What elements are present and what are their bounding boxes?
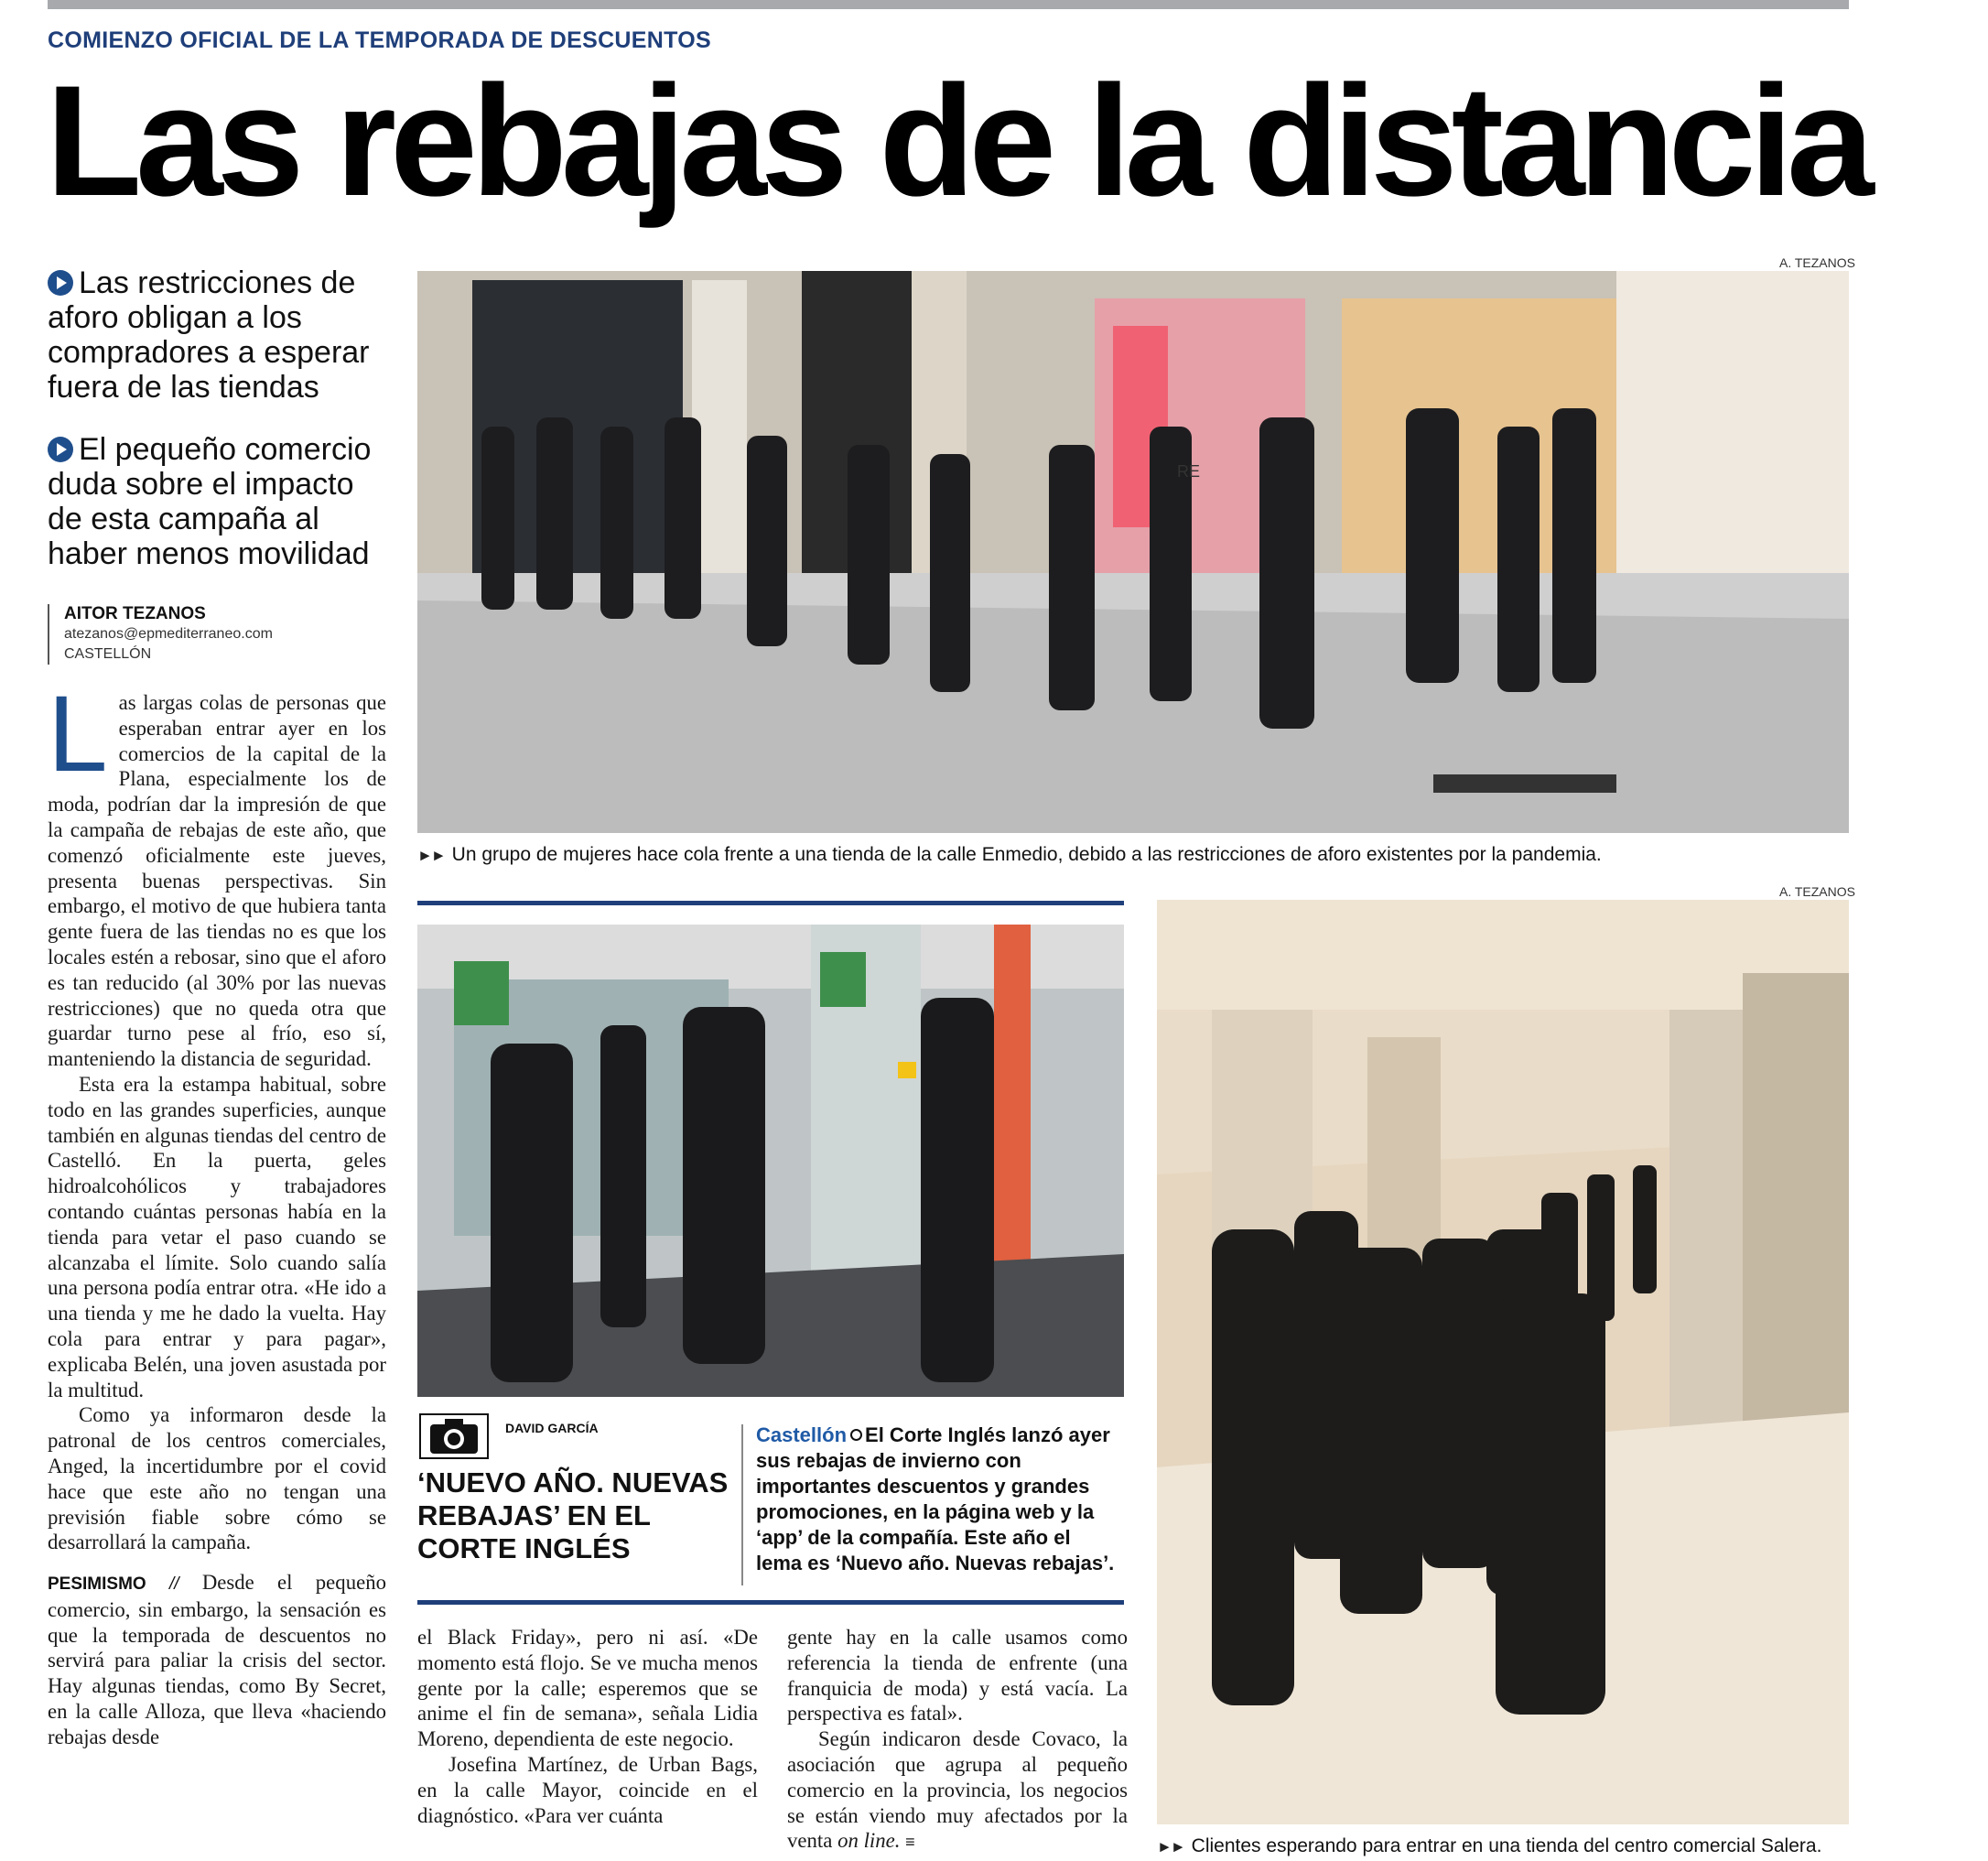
highlight-text: Las restricciones de aforo obligan a los compradores a esperar fuera de las tiendas bbox=[48, 265, 370, 405]
byline bbox=[48, 604, 273, 665]
paragraph-text: Según indicaron desde Covaco, la asociación que agrupa al pequeño comercio en la provincia, los negocios se están viendo muy afectados por la venta bbox=[787, 1727, 1128, 1853]
byline-city: CASTELLÓN bbox=[64, 646, 152, 662]
article-paragraph: el Black Friday», pero ni así. «De momento está flojo. Se ve mucha menos gente por la calle; esperemos que se anime el fin de semana», señala Lidia Moreno, dependienta de este negocio. bbox=[417, 1626, 758, 1751]
article-paragraph: Esta era la estampa habitual, sobre todo en las grandes superficies, aunque también en algunas tiendas del centro de Castelló. En la puerta, geles hidroalcohólicos y trabajadores contando cuántas personas había en la tienda para vetar el paso cuando se alcanzaba el límite. Solo cuando salía una persona podía entrar otra. «He ido a una tienda y me he dado la vuelta. Hay cola para entrar y para pagar», explicaba Belén, una joven asustada por la multitud. bbox=[48, 1072, 386, 1401]
main-photo bbox=[417, 271, 1849, 833]
italic-text: on line. bbox=[837, 1829, 901, 1853]
article-column-3 bbox=[787, 1625, 1128, 1856]
play-bullet-icon bbox=[48, 270, 73, 296]
caption-arrow-icon: ►► bbox=[1157, 1838, 1184, 1856]
byline-author: AITOR TEZANOS bbox=[64, 604, 206, 623]
end-mark-icon: ≡ bbox=[905, 1833, 915, 1852]
box-divider bbox=[741, 1424, 743, 1585]
article-paragraph: Como ya informaron desde la patronal de los centros comerciales, Anged, la incertidumbre por el covid hace que este año no tengan una previsión fiable sobre cómo se desarrollará la campaña. bbox=[48, 1403, 386, 1554]
photo-credit: A. TEZANOS bbox=[1779, 884, 1855, 899]
main-photo-caption bbox=[417, 844, 1602, 866]
article-column-2 bbox=[417, 1625, 758, 1828]
photo-credit: DAVID GARCÍA bbox=[505, 1421, 599, 1435]
camera-icon bbox=[419, 1413, 489, 1459]
mall-photo-caption bbox=[1157, 1835, 1821, 1857]
store-photo bbox=[417, 925, 1124, 1397]
mall-photo bbox=[1157, 900, 1849, 1824]
article-paragraph bbox=[48, 674, 386, 1072]
top-rule bbox=[48, 0, 1849, 9]
photo-credit: A. TEZANOS bbox=[1779, 255, 1855, 270]
highlight-2 bbox=[48, 432, 395, 571]
box-title: ‘NUEVO AÑO. NUEVAS REBAJAS’ EN EL CORTE INGLÉS bbox=[417, 1466, 729, 1564]
dropcap: L bbox=[48, 674, 108, 795]
article-paragraph bbox=[48, 1570, 386, 1750]
subhead-separator: // bbox=[168, 1574, 179, 1595]
play-bullet-icon bbox=[48, 437, 73, 462]
box-bottom-rule bbox=[417, 1600, 1124, 1605]
box-top-rule bbox=[417, 901, 1124, 905]
paragraph-text: Desde el pequeño comercio, sin embargo, la sensación es que la temporada de descuentos no servirá para paliar la crisis del sector. Hay algunas tiendas, como By Secret, en la calle Alloza, que lleva «haciendo rebajas desde bbox=[48, 1571, 387, 1748]
highlight-1 bbox=[48, 265, 395, 405]
caption-text: Clientes esperando para entrar en una tienda del centro comercial Salera. bbox=[1191, 1835, 1822, 1856]
paragraph-text: as largas colas de personas que esperaban entrar ayer en los comercios de la capital de la Plana, especialmente los de moda, podrían dar la impresión de que la campaña de rebajas de este año, que comenzó oficialmente este jueves, presenta buenas perspectivas. Sin embargo, el motivo de que hubiera tanta gente fuera de las tiendas no es que los locales estén a rebosar, sino que el aforo es tan reducido (al 30% por las nuevas restricciones) que no queda otra que guardar turno pese al frío, eso sí, manteniendo la distancia de seguridad. bbox=[48, 691, 386, 1071]
circle-icon bbox=[850, 1429, 862, 1441]
byline-email: atezanos@epmediterraneo.com bbox=[64, 626, 273, 642]
highlight-text: El pequeño comercio duda sobre el impacto de esta campaña al haber menos movilidad bbox=[48, 432, 372, 571]
caption-arrow-icon: ►► bbox=[417, 847, 445, 864]
section-kicker: COMIENZO OFICIAL DE LA TEMPORADA DE DESCUENTOS bbox=[48, 27, 711, 53]
storefront-sign: RE bbox=[1177, 462, 1201, 481]
article-paragraph: gente hay en la calle usamos como referencia la tienda de enfrente (una franquicia de moda) y está vacía. La perspectiva es fatal». bbox=[787, 1626, 1128, 1726]
box-text bbox=[756, 1423, 1117, 1576]
subhead: PESIMISMO bbox=[48, 1574, 146, 1595]
box-city: Castellón bbox=[756, 1423, 848, 1446]
article-paragraph bbox=[787, 1726, 1128, 1856]
headline: Las rebajas de la distancia bbox=[46, 53, 1868, 229]
box-body: El Corte Inglés lanzó ayer sus rebajas de invierno con importantes descuentos y grandes promociones, en la página web y la ‘app’ de la compañía. Este año el lema es ‘Nuevo año. Nuevas rebajas’. bbox=[756, 1423, 1115, 1574]
article-paragraph: Josefina Martínez, de Urban Bags, en la calle Mayor, coincide en el diagnóstico. «Para ver cuánta bbox=[417, 1752, 758, 1827]
article-column-1 bbox=[48, 674, 387, 1750]
caption-text: Un grupo de mujeres hace cola frente a una tienda de la calle Enmedio, debido a las restricciones de aforo existentes por la pandemia. bbox=[451, 844, 1602, 865]
